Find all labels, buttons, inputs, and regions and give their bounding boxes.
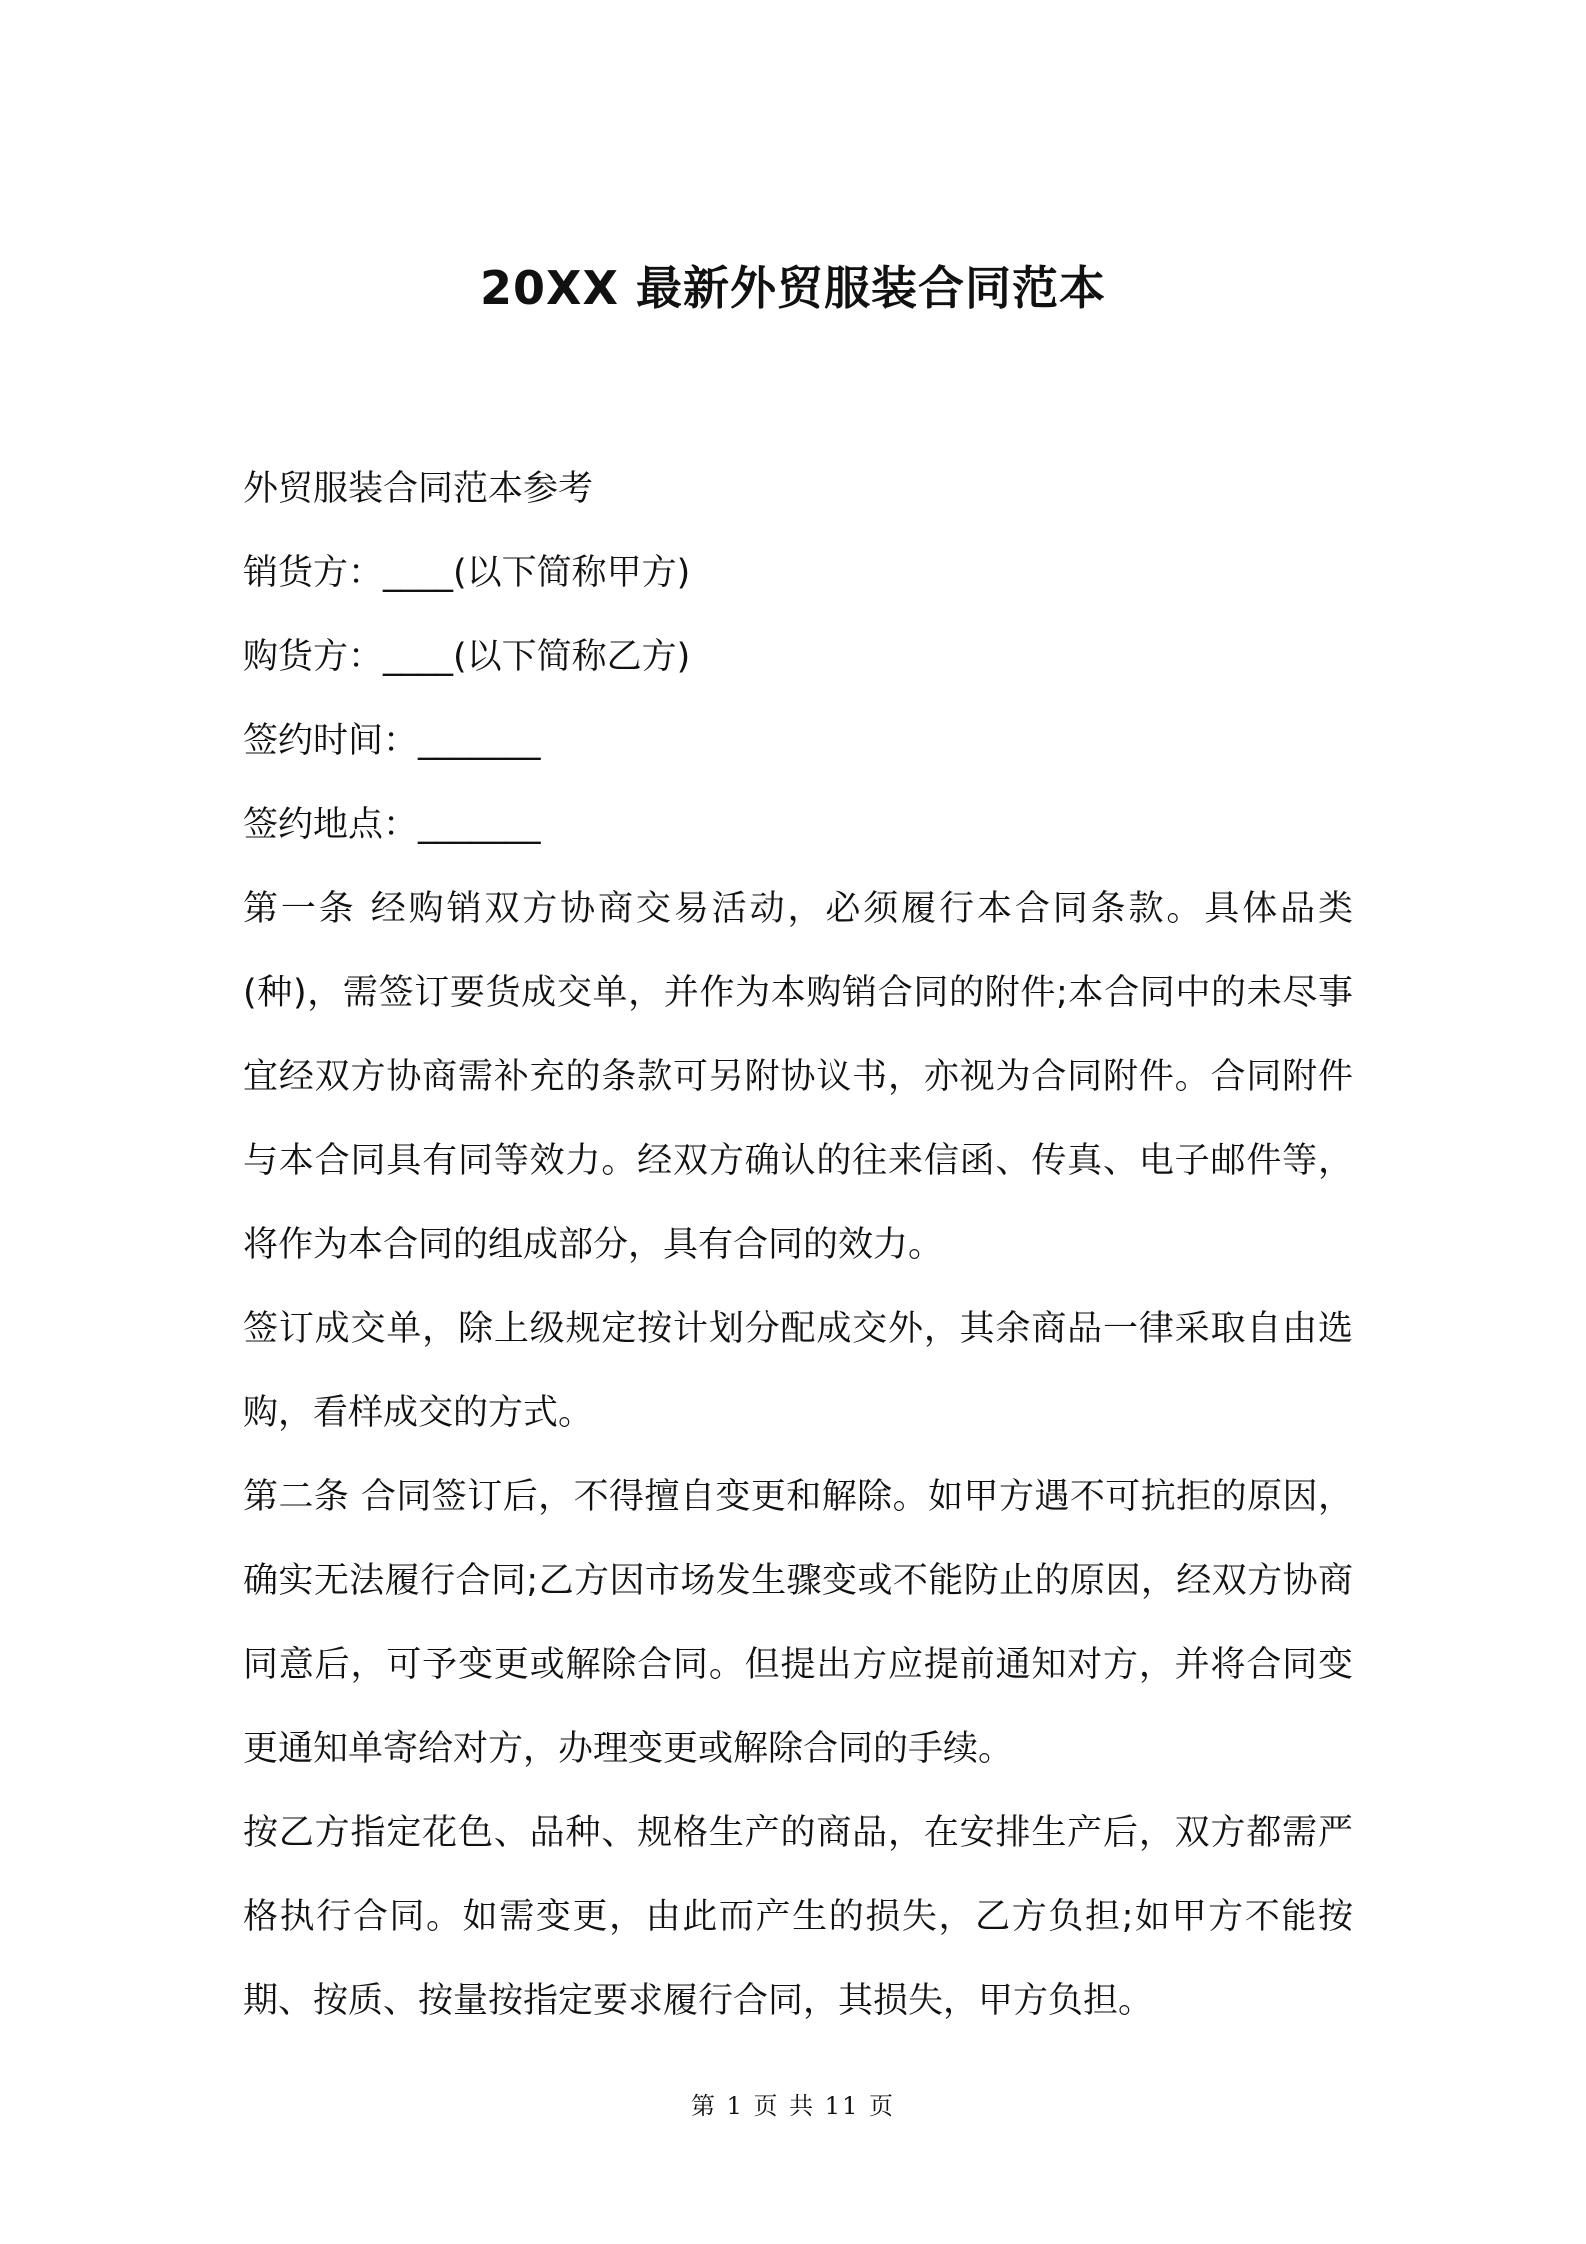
paragraph-article-2: 第二条 合同签订后，不得擅自变更和解除。如甲方遇不可抗拒的原因，确实无法履行合同;乙方因市场发生骤变或不能防止的原因，经双方协商同意后，可予变更或解除合同。但提出方应提前通知对方，并将合同变更通知单寄给对方，办理变更或解除合同的手续。 — [243, 1477, 1353, 1769]
paragraph-sign-place: 签约地点：_______ — [243, 805, 541, 845]
paragraph-seller: 销货方：____(以下简称甲方) — [243, 553, 691, 593]
paragraph-specified-goods: 按乙方指定花色、品种、规格生产的商品，在安排生产后，双方都需严格执行合同。如需变更，由此而产生的损失，乙方负担;如甲方不能按期、按质、按量按指定要求履行合同，其损失，甲方负担。 — [243, 1813, 1353, 2021]
paragraph-sign-time: 签约时间：_______ — [243, 721, 541, 761]
paragraph-article-1: 第一条 经购销双方协商交易活动，必须履行本合同条款。具体品类(种)，需签订要货成交单，并作为本购销合同的附件;本合同中的未尽事宜经双方协商需补充的条款可另附协议书，亦视为合同附件。合同附件与本合同具有同等效力。经双方确认的往来信函、传真、电子邮件等，将作为本合同的组成部分，具有合同的效力。 — [243, 889, 1353, 1265]
document-title: 20XX 最新外贸服装合同范本 — [480, 261, 1106, 315]
page-footer: 第 1 页 共 11 页 — [691, 2092, 895, 2120]
paragraph-order-form: 签订成交单，除上级规定按计划分配成交外，其余商品一律采取自由选购，看样成交的方式。 — [243, 1309, 1353, 1433]
document-body — [243, 447, 1353, 2043]
paragraph-buyer: 购货方：____(以下简称乙方) — [243, 637, 691, 677]
paragraph-subtitle: 外贸服装合同范本参考 — [243, 469, 594, 509]
